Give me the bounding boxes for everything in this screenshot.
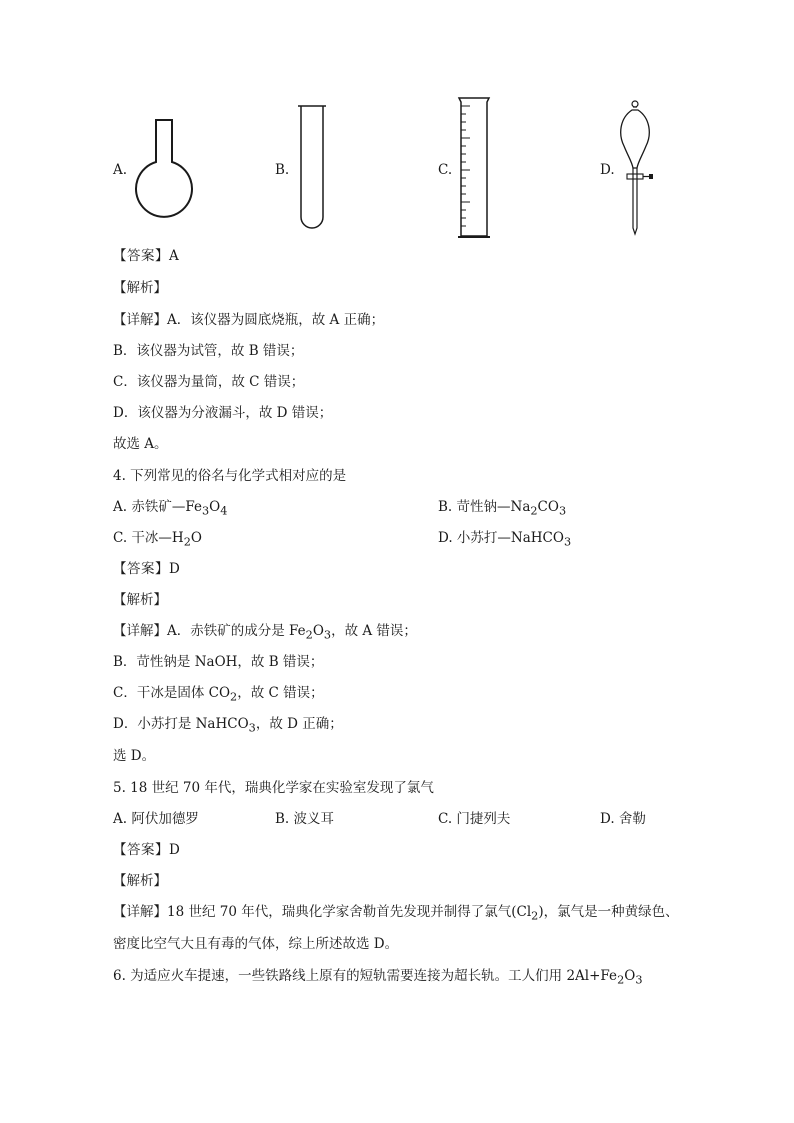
q4-detail-line: 【详解】A．赤铁矿的成分是 $Fe_2O_3$，故 A 错误； [113, 623, 417, 642]
q5-detail-line: 【详解】18 世纪 70 年代，瑞典化学家舍勒首先发现并制得了氯气$(Cl_2)$，氯气是一种黄绿色、 [113, 904, 679, 923]
q3-detail-line: C．该仪器为量筒，故 C 错误； [113, 374, 305, 390]
q3-detail-line: B．该仪器为试管，故 B 错误； [113, 343, 304, 359]
q5-detail-line: 密度比空气大且有毒的气体，综上所述故选 D。 [113, 936, 399, 952]
option-b-label: B. [275, 162, 290, 178]
q4-detail-line: C．干冰是固体 $CO_2$，故 C 错误； [113, 685, 324, 704]
q4-stem: 4. 下列常见的俗名与化学式相对应的是 [113, 468, 347, 484]
q4-option-c: C. 干冰$—H_2O$ [113, 530, 202, 549]
q5-stem: 5. 18 世纪 70 年代，瑞典化学家在实验室发现了氯气 [113, 780, 434, 796]
q3-analysis-heading: 【解析】 [113, 280, 167, 296]
round-bottom-flask-icon [134, 118, 194, 218]
q3-detail-line: D．该仪器为分液漏斗，故 D 错误； [113, 405, 333, 421]
q4-conclusion: 选 D。 [113, 748, 156, 764]
graduated-cylinder-icon [456, 96, 492, 242]
q5-answer: 【答案】D [113, 842, 181, 858]
q5-analysis-heading: 【解析】 [113, 873, 167, 889]
q5-option-b: B. 波义耳 [275, 811, 335, 827]
q5-option-c: C. 门捷列夫 [438, 811, 511, 827]
q4-detail-line: B．苛性钠是 NaOH，故 B 错误； [113, 654, 324, 670]
q4-option-b: B. 苛性钠$—Na_2CO_3$ [438, 499, 567, 518]
q3-conclusion: 故选 A。 [113, 436, 168, 452]
option-c-label: C. [438, 162, 453, 178]
option-a-label: A. [113, 162, 128, 178]
q4-detail-line: D．小苏打是 NaHCO$_3$，故 D 正确； [113, 716, 343, 735]
q4-answer: 【答案】D [113, 561, 181, 577]
q3-answer: 【答案】A [113, 248, 180, 264]
q5-option-a: A. 阿伏加德罗 [113, 811, 199, 827]
q4-option-d: D. 小苏打—NaHCO$_3$ [438, 530, 572, 549]
q6-stem: 6. 为适应火车提速，一些铁路线上原有的短轨需要连接为超长轨。工人们用 $2Al+Fe_2O_3$ [113, 968, 643, 987]
test-tube-icon [296, 104, 328, 232]
q4-option-a: A. 赤铁矿$—Fe_3O_4$ [113, 499, 228, 518]
option-d-label: D. [600, 162, 615, 178]
q5-option-d: D. 舍勒 [600, 811, 646, 827]
q3-detail-line: 【详解】A．该仪器为圆底烧瓶，故 A 正确； [113, 312, 385, 328]
q4-analysis-heading: 【解析】 [113, 592, 167, 608]
separatory-funnel-icon [614, 100, 658, 236]
